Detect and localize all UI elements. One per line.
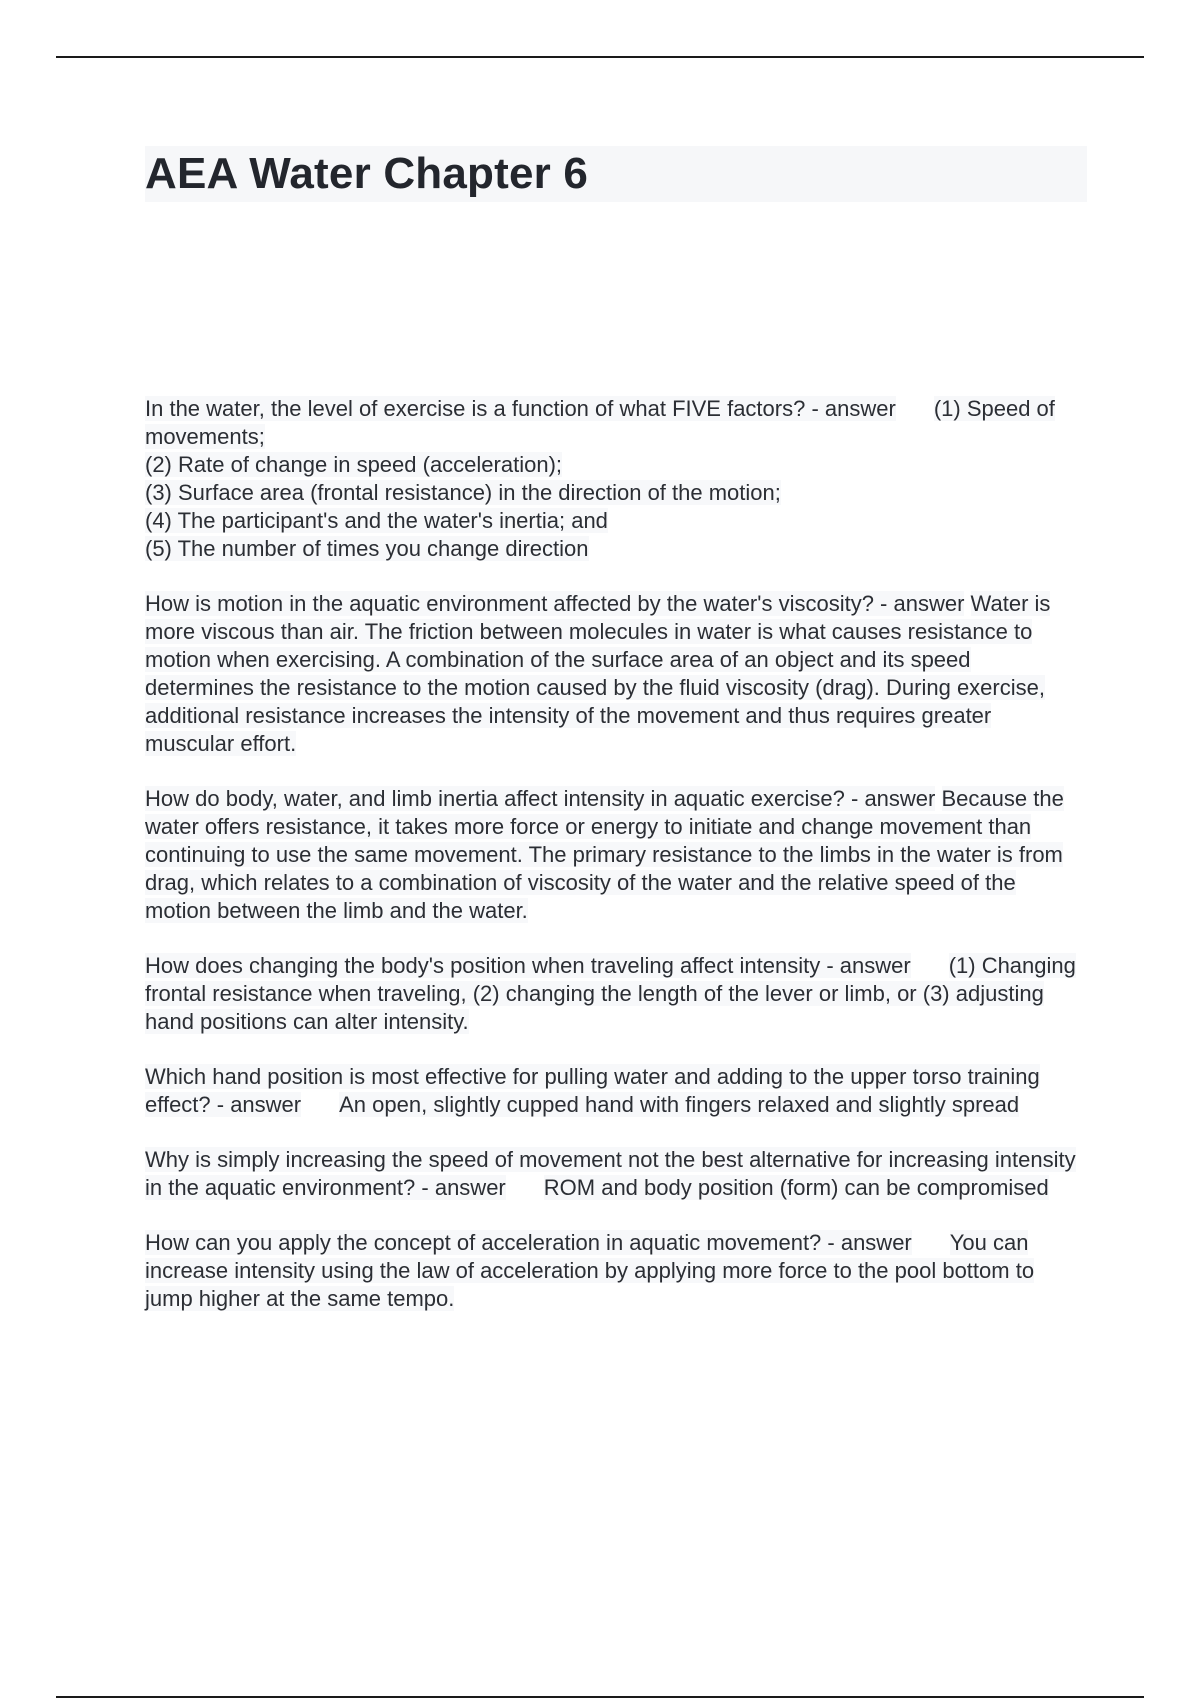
- answer-4: (1) Changing frontal resistance when traveling, (2) changing the length of the lever or limb, or (3) adjusting hand positions can alter intensity.: [145, 953, 1076, 1034]
- answer-1-line-1: (1) Speed of movements;: [145, 396, 1055, 449]
- top-rule: [56, 56, 1144, 58]
- qa-item-7: [145, 1229, 1085, 1313]
- qa-list: [145, 395, 1085, 1340]
- question-5: Which hand position is most effective for pulling water and adding to the upper torso training effect? - answer: [145, 1064, 1040, 1117]
- answer-1-line-3: (3) Surface area (frontal resistance) in the direction of the motion;: [145, 480, 781, 505]
- bottom-rule: [56, 1696, 1144, 1698]
- answer-7: You can increase intensity using the law of acceleration by applying more force to the pool bottom to jump higher at the same tempo.: [145, 1230, 1035, 1311]
- qa-item-2: [145, 590, 1085, 758]
- qa-item-3: [145, 785, 1085, 925]
- page-title: AEA Water Chapter 6: [145, 149, 589, 198]
- question-7: How can you apply the concept of acceleration in aquatic movement? - answer: [145, 1230, 912, 1255]
- question-2: How is motion in the aquatic environment affected by the water's viscosity? - answer: [145, 591, 965, 616]
- answer-1-line-5: (5) The number of times you change direction: [145, 536, 589, 561]
- answer-6: ROM and body position (form) can be compromised: [543, 1175, 1049, 1200]
- qa-item-4: [145, 952, 1085, 1036]
- question-6: Why is simply increasing the speed of movement not the best alternative for increasing intensity in the aquatic environment? - answer: [145, 1147, 1076, 1200]
- qa-item-5: [145, 1063, 1085, 1119]
- qa-item-1: [145, 395, 1085, 563]
- answer-3: Because the water offers resistance, it takes more force or energy to initiate and change movement than continuing to use the same movement. The primary resistance to the limbs in the water is from drag, which relates to a combination of viscosity of the water and the relative speed of the motion between the limb and the water.: [145, 786, 1064, 923]
- question-3: How do body, water, and limb inertia affect intensity in aquatic exercise? - answer: [145, 786, 936, 811]
- question-1: In the water, the level of exercise is a function of what FIVE factors? - answer: [145, 396, 896, 421]
- qa-item-6: [145, 1146, 1085, 1202]
- answer-1-line-4: (4) The participant's and the water's inertia; and: [145, 508, 608, 533]
- answer-5: An open, slightly cupped hand with fingers relaxed and slightly spread: [339, 1092, 1020, 1117]
- answer-1-line-2: (2) Rate of change in speed (acceleration);: [145, 452, 563, 477]
- question-4: How does changing the body's position when traveling affect intensity - answer: [145, 953, 911, 978]
- answer-2: Water is more viscous than air. The friction between molecules in water is what causes resistance to motion when exercising. A combination of the surface area of an object and its speed determines the resistance to the motion caused by the fluid viscosity (drag). During exercise, additional resistance increases the intensity of the movement and thus requires greater muscular effort.: [145, 591, 1051, 756]
